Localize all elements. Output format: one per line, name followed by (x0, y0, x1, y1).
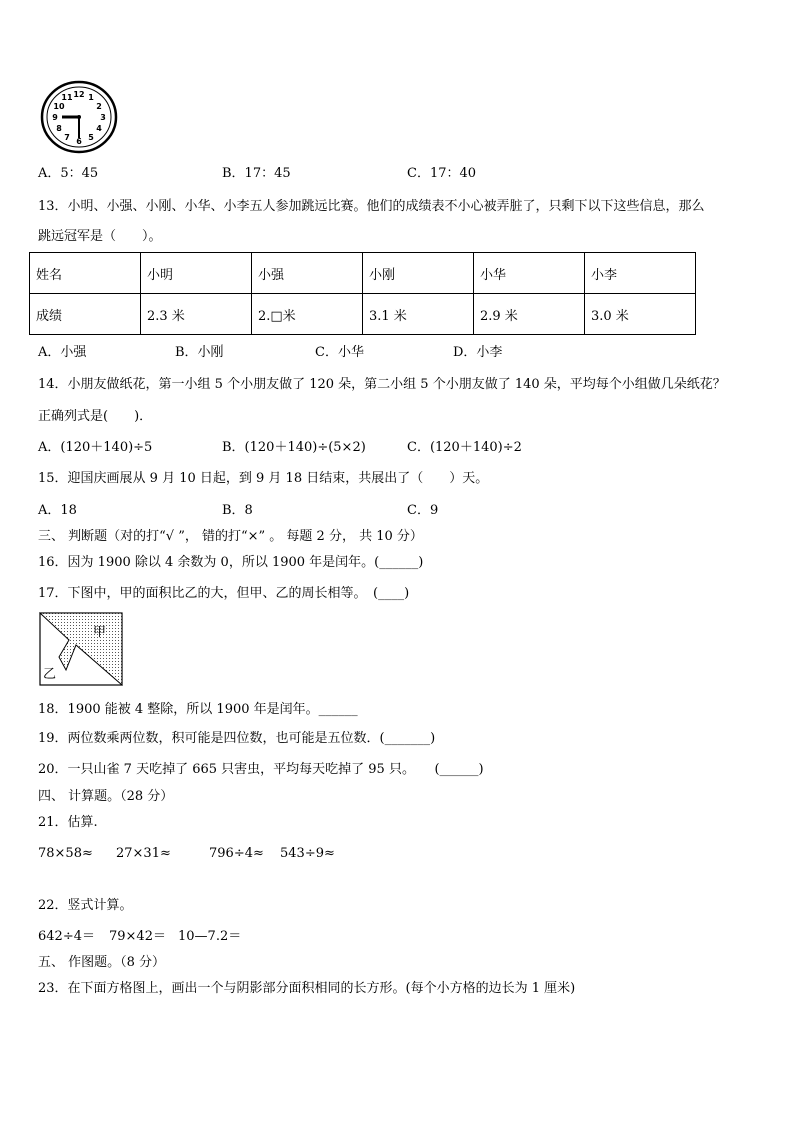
label-jia: 甲 (93, 625, 107, 640)
table-cell: 成绩 (30, 294, 141, 335)
clock-number: 2 (96, 102, 102, 111)
q15-option-c: C．9 (407, 503, 439, 518)
table-cell: 2.9 米 (474, 294, 585, 335)
clock-number: 11 (61, 93, 73, 102)
q13-option-d: D．小李 (453, 345, 503, 360)
q15-option-a: A．18 (38, 503, 77, 518)
clock-number: 10 (53, 102, 65, 111)
table-cell: 小明 (141, 253, 252, 294)
q22-title: 22．竖式计算。 (38, 898, 133, 913)
clock-figure (40, 80, 118, 154)
table-row (30, 294, 696, 335)
q21-item: 796÷4≈ (209, 846, 264, 861)
q13-text-line1: 13．小明、小强、小刚、小华、小李五人参加跳远比赛。他们的成绩表不小心被弄脏了，只剩下以下这些信息，那么 (38, 199, 705, 214)
clock-number: 3 (100, 113, 106, 122)
q14-option-a: A．(120＋140)÷5 (38, 440, 153, 455)
q14-option-b: B．(120＋140)÷(5×2) (222, 440, 366, 455)
clock-number: 8 (56, 124, 62, 133)
table-cell: 小强 (252, 253, 363, 294)
q21-item: 78×58≈ (38, 846, 93, 861)
q21-item: 27×31≈ (116, 846, 171, 861)
score-table (29, 252, 696, 335)
q18-text: 18．1900 能被 4 整除，所以 1900 年是闰年。______ (38, 702, 358, 717)
q12-option-b: B．17：45 (222, 166, 291, 181)
q22-item: 79×42＝ (109, 929, 166, 944)
table-row (30, 253, 696, 294)
clock-number: 6 (76, 137, 82, 146)
q15-text: 15．迎国庆画展从 9 月 10 日起，到 9 月 18 日结束，共展出了（ ）天。 (38, 471, 489, 486)
q13-option-c: C．小华 (315, 345, 364, 360)
q15-option-b: B．8 (222, 503, 253, 518)
q22-item: 10—7.2＝ (178, 929, 242, 944)
q21-title: 21．估算. (38, 815, 98, 830)
q20-text: 20．一只山雀 7 天吃掉了 665 只害虫，平均每天吃掉了 95 只。 (______) (38, 762, 484, 777)
q13-text-line2: 跳远冠军是（ ）。 (38, 229, 162, 244)
table-cell: 小李 (585, 253, 696, 294)
q16-text: 16．因为 1900 除以 4 余数为 0，所以 1900 年是闰年。(______) (38, 555, 424, 570)
clock-number: 5 (88, 133, 94, 142)
section-4-heading: 四、 计算题。（28 分） (38, 789, 174, 804)
q17-text: 17．下图中，甲的面积比乙的大，但甲、乙的周长相等。 (____) (38, 586, 410, 601)
q22-item: 642÷4＝ (38, 929, 95, 944)
q17-figure (39, 612, 123, 686)
q19-text: 19．两位数乘两位数，积可能是四位数，也可能是五位数．(_______) (38, 731, 436, 746)
table-cell: 3.0 米 (585, 294, 696, 335)
table-cell: 小华 (474, 253, 585, 294)
q13-option-b: B．小刚 (175, 345, 224, 360)
q12-option-a: A．5：45 (38, 166, 99, 181)
table-cell: 2.3 米 (141, 294, 252, 335)
q23-text: 23．在下面方格图上，画出一个与阴影部分面积相同的长方形。(每个小方格的边长为 1 厘米) (38, 981, 576, 996)
clock-number: 9 (52, 113, 58, 122)
clock-number: 1 (88, 93, 94, 102)
label-yi: 乙 (43, 667, 57, 682)
table-cell: 3.1 米 (363, 294, 474, 335)
q12-option-c: C．17：40 (407, 166, 477, 181)
q14-text-line2: 正确列式是( )． (38, 409, 153, 424)
section-5-heading: 五、 作图题。（8 分） (38, 955, 166, 970)
table-cell: 小刚 (363, 253, 474, 294)
section-3-heading: 三、 判断题（对的打“√ ”， 错的打“×” 。 每题 2 分， 共 10 分） (38, 529, 423, 544)
clock-number: 4 (96, 124, 102, 133)
q14-text-line1: 14．小朋友做纸花，第一小组 5 个小朋友做了 120 朵，第二小组 5 个小朋友做了 140 朵，平均每个小组做几朵纸花？ (38, 377, 726, 392)
table-cell: 2.□米 (252, 294, 363, 335)
table-cell: 姓名 (30, 253, 141, 294)
q13-option-a: A．小强 (38, 345, 87, 360)
q14-option-c: C．(120＋140)÷2 (407, 440, 522, 455)
clock-number: 12 (73, 90, 85, 99)
q21-item: 543÷9≈ (280, 846, 335, 861)
clock-number: 7 (64, 133, 70, 142)
